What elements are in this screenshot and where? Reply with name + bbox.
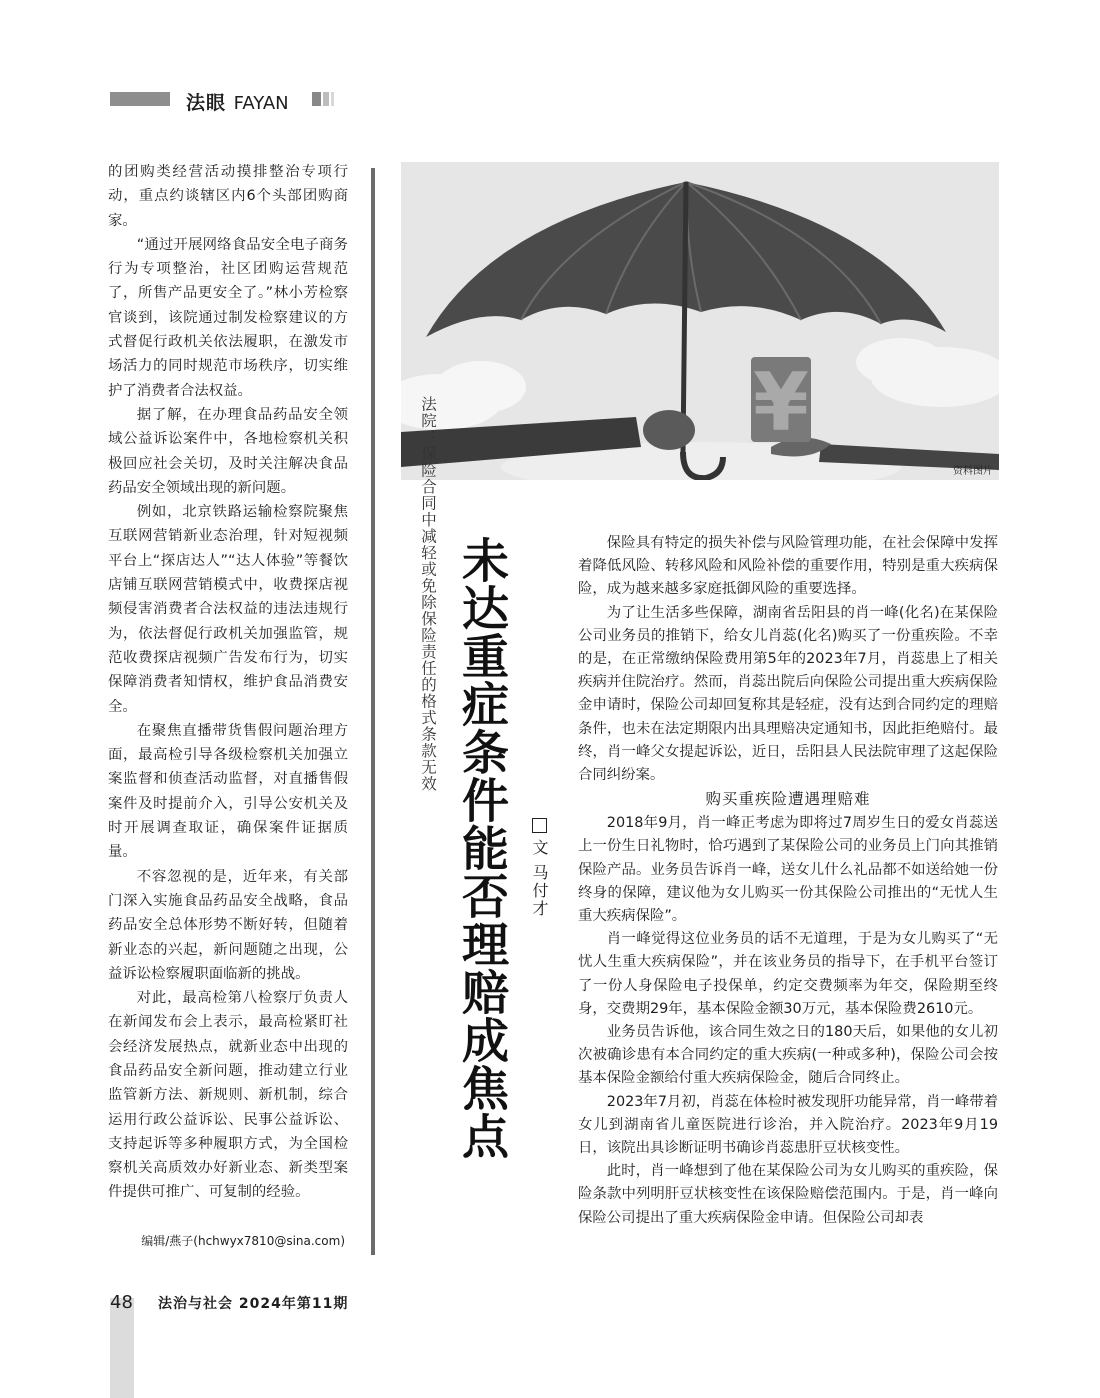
- editor-credit: 编辑/燕子(hchwyx7810@sina.com): [141, 1234, 345, 1248]
- header-square-decoration: [323, 92, 329, 106]
- left-column-text: [108, 160, 348, 1205]
- paragraph: 保险具有特定的损失补偿与风险管理功能，在社会保障中发挥着降低风险、转移风险和风险补偿的重要作用，特别是重大疾病保险，成为越来越多家庭抵御风险的重要选择。: [578, 535, 998, 598]
- byline-text: 文 马付才: [530, 839, 549, 919]
- paragraph: 此时，肖一峰想到了他在某保险公司为女儿购买的重疾险，保险条款中列明肝豆状核变性在该保险赔偿范围内。于是，肖一峰向保险公司提出了重大疾病保险金申请。但保险公司却表: [578, 1163, 998, 1226]
- umbrella-graphic: [401, 162, 999, 480]
- header-square-decoration: [312, 92, 321, 106]
- column-divider: [371, 168, 375, 1255]
- article-title: 未达重症条件能否理赔成焦点: [454, 536, 509, 1160]
- paragraph: 例如，北京铁路运输检察院聚焦互联网营销新业态治理，针对短视频平台上“探店达人”“达人体验”等餐饮店铺互联网营销模式中，收费探店视频侵害消费者合法权益的违法违规行为，依法督促行政机关加强监管，规范收费探店视频广告发布行为，切实保障消费者知情权，维护食品消费安全。: [108, 504, 348, 715]
- paragraph: 肖一峰觉得这位业务员的话不无道理，于是为女儿购买了“无忧人生重大疾病保险”，并在该业务员的指导下，在手机平台签订了一份人身保险电子投保单，约定交费频率为年交，保险期至终身，交费期29年，基本保险金额30万元，基本保险费2610元。: [578, 931, 998, 1017]
- section-heading: 购买重疾险遭遇理赔难: [705, 790, 871, 809]
- paragraph: 2023年7月初，肖蕊在体检时被发现肝功能异常，肖一峰带着女儿到湖南省儿童医院进行诊治，并入院治疗。2023年9月19日，该院出具诊断证明书确诊肖蕊患肝豆状核变性。: [578, 1093, 998, 1157]
- article-subtitle: 法院：保险合同中减轻或免除保险责任的格式条款无效: [419, 396, 437, 792]
- paragraph: 2018年9月，肖一峰正考虑为即将过7周岁生日的爱女肖蕊送上一份生日礼物时，恰巧遇到了某保险公司的业务员上门向其推销保险产品。业务员告诉肖一峰，送女儿什么礼品都不如送给她一份终身的保障，建议他为女儿购买一份其保险公司推出的“无忧人生重大疾病保险”。: [578, 815, 998, 925]
- section-title: [186, 88, 289, 115]
- footer-bar-decoration: [110, 1298, 134, 1398]
- page-number: 48: [110, 1292, 133, 1313]
- header-bar-decoration: [110, 92, 170, 106]
- yen-symbol: ¥: [753, 356, 809, 449]
- paragraph: 业务员告诉他，该合同生效之日的180天后，如果他的女儿初次被确诊患有本合同约定的重大疾病(一种或多种)，保险公司会按基本保险金额给付重大疾病保险金，随后合同终止。: [578, 1024, 998, 1087]
- paragraph: 在聚焦直播带货售假问题治理方面，最高检引导各级检察机关加强立案监督和侦查活动监督，对直播售假案件及时提前介入，引导公安机关及时开展调查取证，确保案件证据质量。: [108, 722, 348, 861]
- section-title-cn: 法眼: [186, 92, 227, 114]
- photo-credit: 资料图片: [953, 466, 993, 477]
- header-square-decoration: [331, 92, 334, 106]
- byline-box-icon: [532, 818, 547, 833]
- section-title-en: FAYAN: [233, 93, 289, 114]
- paragraph: 据了解，在办理食品药品安全领域公益诉讼案件中，各地检察机关积极回应社会关切，及时关注解决食品药品安全领域出现的新问题。: [108, 406, 348, 496]
- paragraph: 不容忽视的是，近年来，有关部门深入实施食品药品安全战略，食品药品安全总体形势不断好转，但随着新业态的兴起，新问题随之出现，公益诉讼检察履职面临新的挑战。: [108, 868, 348, 982]
- paragraph: “通过开展网络食品安全电子商务行为专项整治，社区团购运营规范了，所售产品更安全了。”林小芳检察官谈到，该院通过制发检察建议的方式督促行政机关依法履职，在激发市场活力的同时规范市场秩序，切实维护了消费者合法权益。: [108, 236, 348, 399]
- paragraph: 为了让生活多些保障，湖南省岳阳县的肖一峰(化名)在某保险公司业务员的推销下，给女儿肖蕊(化名)购买了一份重疾险。不幸的是，在正常缴纳保险费用第5年的2023年7月，肖蕊患上了相关疾病并住院治疗。然而，肖蕊出院后向保险公司提出重大疾病保险金申请时，保险公司却回复称其是轻症，没有达到合同约定的理赔条件，也未在法定期限内出具理赔决定通知书，因此拒绝赔付。最终，肖一峰父女提起诉讼，近日，岳阳县人民法院审理了这起保险合同纠纷案。: [578, 604, 998, 784]
- article-byline: [528, 818, 551, 918]
- publication-info: 法治与社会 2024年第11期: [158, 1296, 349, 1312]
- article-body: [578, 532, 998, 1230]
- umbrella-illustration: [401, 162, 999, 480]
- paragraph: 的团购类经营活动摸排整治专项行动，重点约谈辖区内6个头部团购商家。: [108, 164, 348, 229]
- paragraph: 对此，最高检第八检察厅负责人在新闻发布会上表示，最高检紧盯社会经济发展热点，就新业态中出现的食品药品安全新问题，推动建立行业监管新方法、新规则、新机制，综合运用行政公益诉讼、民事公益诉讼、支持起诉等多种履职方式，为全国检察机关高质效办好新业态、新类型案件提供可推广、可复制的经验。: [108, 990, 348, 1201]
